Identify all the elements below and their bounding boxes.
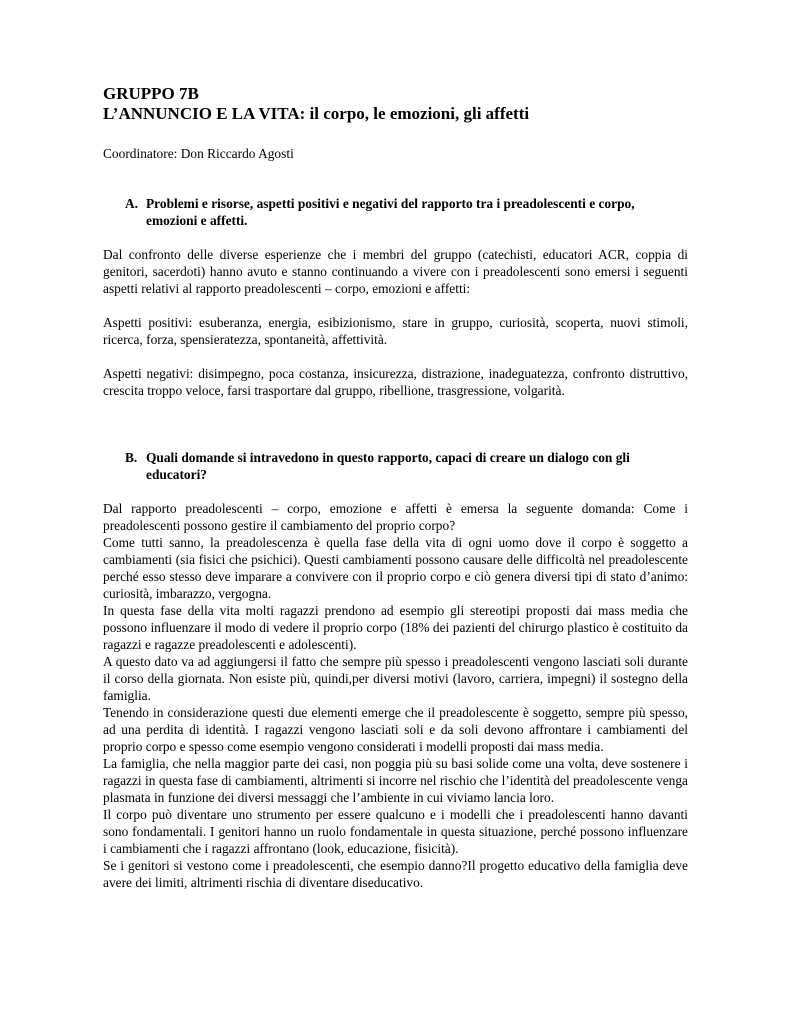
- section-a-heading: [103, 195, 688, 229]
- section-b-letter: B.: [125, 450, 138, 465]
- section-b-paragraph: Come tutti sanno, la preadolescenza è quella fase della vita di ogni uomo dove il corpo è soggetto a cambiamenti (sia fisici che psichici). Questi cambiamenti possono causare delle difficoltà nel preadolescente perché esso stesso deve imparare a convivere con il proprio corpo e ciò genera diversi tipi di stato d’animo: curiosità, imbarazzo, vergogna.: [103, 535, 688, 601]
- section-b-heading-text: Quali domande si intravedono in questo rapporto, capaci di creare un dialogo con gli educatori?: [146, 450, 630, 482]
- document-page: [103, 84, 688, 891]
- section-b-paragraph: In questa fase della vita molti ragazzi prendono ad esempio gli stereotipi proposti dai mass media che possono influenzare il modo di vedere il proprio corpo (18% dei pazienti del chirurgo plastico è costituito da ragazzi e ragazze preadolescenti e adolescenti).: [103, 603, 688, 652]
- section-b-paragraph: Tenendo in considerazione questi due elementi emerge che il preadolescente è soggetto, sempre più spesso, ad una perdita di identità. I ragazzi vengono lasciati soli e da soli devono affrontare i cambiamenti del proprio corpo e spesso come esempio vengono considerati i modelli proposti dai mass media.: [103, 705, 688, 754]
- section-a-heading-text: Problemi e risorse, aspetti positivi e negativi del rapporto tra i preadolescenti e corpo, emozioni e affetti.: [146, 196, 635, 228]
- coordinator-line: Coordinatore: Don Riccardo Agosti: [103, 146, 294, 161]
- section-a-paragraph: Aspetti negativi: disimpegno, poca costanza, insicurezza, distrazione, inadeguatezza, confronto distruttivo, crescita troppo veloce, farsi trasportare dal gruppo, ribellione, trasgressione, volgarità.: [103, 366, 688, 398]
- title-line-2: L’ANNUNCIO E LA VITA: il corpo, le emozioni, gli affetti: [103, 104, 530, 123]
- section-b-paragraph: Se i genitori si vestono come i preadolescenti, che esempio danno?Il progetto educativo della famiglia deve avere dei limiti, altrimenti rischia di diventare diseducativo.: [103, 858, 688, 890]
- section-b-paragraph: A questo dato va ad aggiungersi il fatto che sempre più spesso i preadolescenti vengono lasciati soli durante il corso della giornata. Non esiste più, quindi,per diversi motivi (lavoro, carriera, impegni) il sostegno della famiglia.: [103, 654, 688, 703]
- section-b-body: [103, 500, 688, 891]
- section-a-letter: A.: [125, 196, 139, 211]
- section-a-paragraph: Dal confronto delle diverse esperienze che i membri del gruppo (catechisti, educatori ACR, coppia di genitori, sacerdoti) hanno avuto e stanno continuando a vivere con i preadolescenti sono emersi i seguenti aspetti relativi al rapporto preadolescenti – corpo, emozioni e affetti:: [103, 247, 688, 296]
- title-line-1: GRUPPO 7B: [103, 84, 199, 103]
- section-b-paragraph: La famiglia, che nella maggior parte dei casi, non poggia più su basi solide come una volta, deve sostenere i ragazzi in questa fase di cambiamenti, altrimenti si incorre nel rischio che l’identità del preadolescente venga plasmata in funzione dei diversi messaggi che l’ambiente in cui viviamo lancia loro.: [103, 756, 688, 805]
- section-b-paragraph: Il corpo può diventare uno strumento per essere qualcuno e i modelli che i preadolescenti hanno davanti sono fondamentali. I genitori hanno un ruolo fondamentale in questa situazione, perché possono influenzare i cambiamenti che i ragazzi affrontano (look, educazione, fisicità).: [103, 807, 688, 856]
- section-a-paragraph: Aspetti positivi: esuberanza, energia, esibizionismo, stare in gruppo, curiosità, scoperta, nuovi stimoli, ricerca, forza, spensieratezza, spontaneità, affettività.: [103, 315, 688, 347]
- section-b-paragraph: Dal rapporto preadolescenti – corpo, emozione e affetti è emersa la seguente domanda: Come i preadolescenti possono gestire il cambiamento del proprio corpo?: [103, 501, 688, 533]
- section-b-heading: [103, 449, 688, 483]
- document-title: [103, 84, 688, 124]
